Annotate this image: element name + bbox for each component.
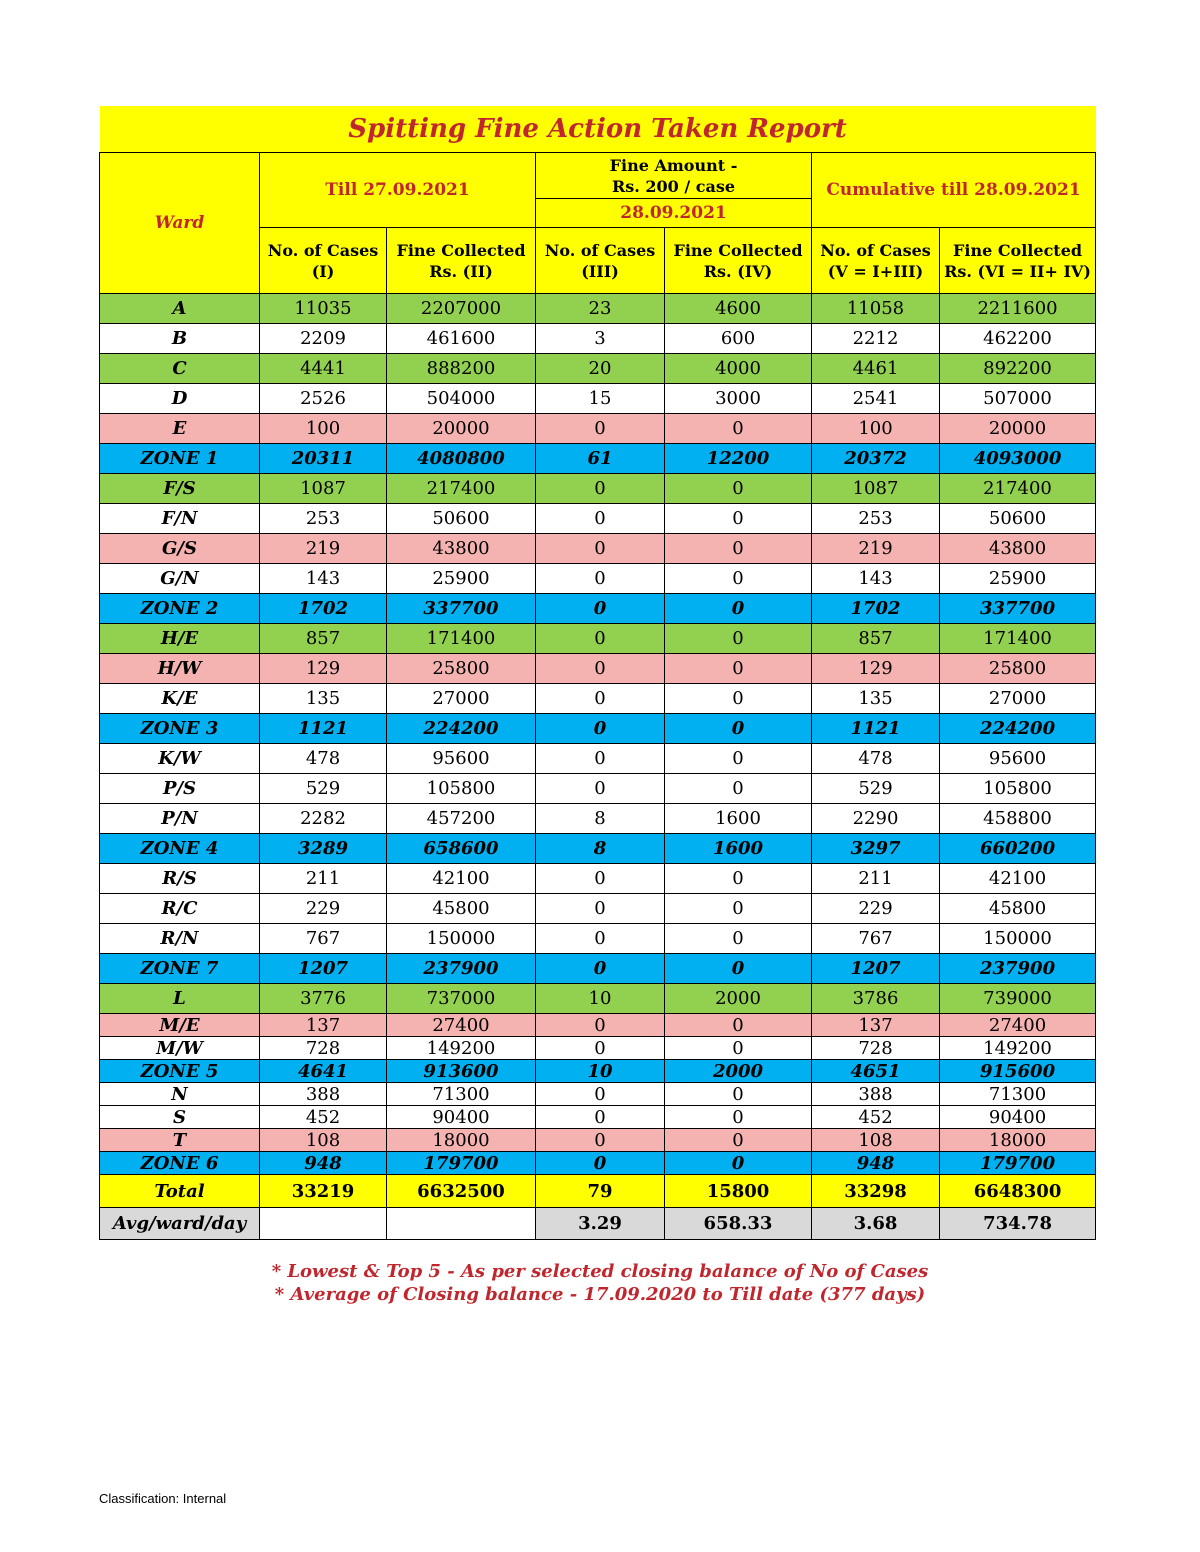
- ward-row: [100, 624, 1096, 654]
- fine-amount-header: [536, 153, 812, 199]
- value-cell-col4: 0: [665, 474, 812, 504]
- value-cell-col4: 0: [665, 1014, 812, 1037]
- value-cell-col3: 15: [536, 384, 665, 414]
- value-cell-col1: 143: [260, 564, 387, 594]
- report-title: Spitting Fine Action Taken Report: [100, 106, 1096, 153]
- value-cell-col3: 0: [536, 504, 665, 534]
- value-cell-col5: 135: [812, 684, 940, 714]
- value-cell-col1: 388: [260, 1083, 387, 1106]
- value-cell-col4: 658.33: [665, 1208, 812, 1240]
- ward-cell: K/E: [100, 684, 260, 714]
- value-cell-col3: 0: [536, 1152, 665, 1175]
- value-cell-col1: 1121: [260, 714, 387, 744]
- value-cell-col1: 2209: [260, 324, 387, 354]
- ward-cell: F/N: [100, 504, 260, 534]
- value-cell-col6: 27000: [940, 684, 1096, 714]
- ward-cell: R/N: [100, 924, 260, 954]
- fine-amount-line2: Rs. 200 / case: [611, 176, 736, 196]
- value-cell-col2: 337700: [387, 594, 536, 624]
- value-cell-col4: 0: [665, 414, 812, 444]
- value-cell-col5: 3.68: [812, 1208, 940, 1240]
- value-cell-col2: 179700: [387, 1152, 536, 1175]
- ward-row: [100, 1037, 1096, 1060]
- ward-row: [100, 504, 1096, 534]
- ward-cell: A: [100, 294, 260, 324]
- value-cell-col5: 1087: [812, 474, 940, 504]
- value-cell-col2: 149200: [387, 1037, 536, 1060]
- zone-row: [100, 714, 1096, 744]
- ward-cell: ZONE 3: [100, 714, 260, 744]
- value-cell-col1: 452: [260, 1106, 387, 1129]
- value-cell-col6: 45800: [940, 894, 1096, 924]
- zone-row: [100, 1152, 1096, 1175]
- value-cell-col3: 0: [536, 684, 665, 714]
- value-cell-col6: 150000: [940, 924, 1096, 954]
- value-cell-col3: 0: [536, 1014, 665, 1037]
- ward-cell: R/S: [100, 864, 260, 894]
- value-cell-col5: 2290: [812, 804, 940, 834]
- value-cell-col1: 253: [260, 504, 387, 534]
- value-cell-col2: 90400: [387, 1106, 536, 1129]
- ward-row: [100, 744, 1096, 774]
- value-cell-col3: 0: [536, 954, 665, 984]
- value-cell-col2: 504000: [387, 384, 536, 414]
- ward-row: [100, 804, 1096, 834]
- value-cell-col6: 337700: [940, 594, 1096, 624]
- value-cell-col4: 0: [665, 684, 812, 714]
- value-cell-col2: 27000: [387, 684, 536, 714]
- ward-row: [100, 654, 1096, 684]
- ward-cell: L: [100, 984, 260, 1014]
- value-cell-col4: 4000: [665, 354, 812, 384]
- value-cell-col1: 3289: [260, 834, 387, 864]
- value-cell-col1: 2526: [260, 384, 387, 414]
- value-cell-col6: 217400: [940, 474, 1096, 504]
- value-cell-col2: 45800: [387, 894, 536, 924]
- value-cell-col3: 0: [536, 744, 665, 774]
- value-cell-col1: 33219: [260, 1175, 387, 1208]
- value-cell-col5: 137: [812, 1014, 940, 1037]
- value-cell-col6: 90400: [940, 1106, 1096, 1129]
- value-cell-col5: 11058: [812, 294, 940, 324]
- value-cell-col4: 3000: [665, 384, 812, 414]
- footnote-lowest-top5: * Lowest & Top 5 - As per selected closing balance of No of Cases: [271, 1261, 929, 1282]
- value-cell-col4: 4600: [665, 294, 812, 324]
- value-cell-col6: 149200: [940, 1037, 1096, 1060]
- value-cell-col5: 229: [812, 894, 940, 924]
- ward-cell: ZONE 4: [100, 834, 260, 864]
- value-cell-col4: 0: [665, 1037, 812, 1060]
- ward-row: [100, 894, 1096, 924]
- value-cell-col2: 50600: [387, 504, 536, 534]
- value-cell-col4: 0: [665, 714, 812, 744]
- value-cell-col1: 229: [260, 894, 387, 924]
- value-cell-col1: 211: [260, 864, 387, 894]
- ward-cell: M/W: [100, 1037, 260, 1060]
- value-cell-col1: 948: [260, 1152, 387, 1175]
- value-cell-col5: 129: [812, 654, 940, 684]
- value-cell-col6: 20000: [940, 414, 1096, 444]
- value-cell-col2: 913600: [387, 1060, 536, 1083]
- ward-cell: ZONE 6: [100, 1152, 260, 1175]
- report-table: [99, 106, 1096, 1240]
- ward-cell: D: [100, 384, 260, 414]
- value-cell-col2: 457200: [387, 804, 536, 834]
- value-cell-col6: 660200: [940, 834, 1096, 864]
- value-cell-col3: 0: [536, 714, 665, 744]
- value-cell-col6: 43800: [940, 534, 1096, 564]
- value-cell-col5: 529: [812, 774, 940, 804]
- ward-row: [100, 1083, 1096, 1106]
- value-cell-col2: 224200: [387, 714, 536, 744]
- value-cell-col1: 2282: [260, 804, 387, 834]
- value-cell-col4: 0: [665, 564, 812, 594]
- value-cell-col2: 20000: [387, 414, 536, 444]
- value-cell-col5: 767: [812, 924, 940, 954]
- value-cell-col2: 43800: [387, 534, 536, 564]
- value-cell-col3: 10: [536, 1060, 665, 1083]
- value-cell-col4: 0: [665, 894, 812, 924]
- value-cell-col1: 4441: [260, 354, 387, 384]
- value-cell-col3: 0: [536, 1037, 665, 1060]
- ward-cell: ZONE 7: [100, 954, 260, 984]
- value-cell-col6: 892200: [940, 354, 1096, 384]
- ward-cell: P/S: [100, 774, 260, 804]
- value-cell-col4: 2000: [665, 1060, 812, 1083]
- value-cell-col3: 79: [536, 1175, 665, 1208]
- value-cell-col3: 0: [536, 774, 665, 804]
- ward-cell: R/C: [100, 894, 260, 924]
- ward-row: [100, 684, 1096, 714]
- ward-row: [100, 354, 1096, 384]
- value-cell-col5: 253: [812, 504, 940, 534]
- value-cell-col2: 105800: [387, 774, 536, 804]
- value-cell-col1: 4641: [260, 1060, 387, 1083]
- ward-cell: H/W: [100, 654, 260, 684]
- value-cell-col5: 108: [812, 1129, 940, 1152]
- value-cell-col6: 237900: [940, 954, 1096, 984]
- value-cell-col6: 734.78: [940, 1208, 1096, 1240]
- value-cell-col6: 71300: [940, 1083, 1096, 1106]
- value-cell-col3: 23: [536, 294, 665, 324]
- value-cell-col5: 478: [812, 744, 940, 774]
- ward-row: [100, 474, 1096, 504]
- col-header-2: Fine Collected Rs. (II): [387, 228, 536, 294]
- ward-row: [100, 1014, 1096, 1037]
- value-cell-col2: 27400: [387, 1014, 536, 1037]
- value-cell-col5: 211: [812, 864, 940, 894]
- zone-row: [100, 954, 1096, 984]
- date-header: 28.09.2021: [536, 199, 812, 228]
- value-cell-col1: 767: [260, 924, 387, 954]
- ward-row: [100, 864, 1096, 894]
- value-cell-col6: 2211600: [940, 294, 1096, 324]
- value-cell-col6: 105800: [940, 774, 1096, 804]
- ward-row: [100, 924, 1096, 954]
- value-cell-col5: 3297: [812, 834, 940, 864]
- value-cell-col2: 25800: [387, 654, 536, 684]
- value-cell-col2: 4080800: [387, 444, 536, 474]
- value-cell-col6: 458800: [940, 804, 1096, 834]
- col-header-6: Fine Collected Rs. (VI = II+ IV): [940, 228, 1096, 294]
- value-cell-col6: 4093000: [940, 444, 1096, 474]
- value-cell-col2: [387, 1208, 536, 1240]
- value-cell-col2: 95600: [387, 744, 536, 774]
- value-cell-col4: 0: [665, 864, 812, 894]
- total-row: [100, 1175, 1096, 1208]
- ward-cell: M/E: [100, 1014, 260, 1037]
- col-header-3: No. of Cases (III): [536, 228, 665, 294]
- value-cell-col1: 219: [260, 534, 387, 564]
- value-cell-col3: 0: [536, 924, 665, 954]
- value-cell-col4: 15800: [665, 1175, 812, 1208]
- value-cell-col4: 0: [665, 1106, 812, 1129]
- value-cell-col4: 0: [665, 504, 812, 534]
- value-cell-col3: 20: [536, 354, 665, 384]
- value-cell-col1: 100: [260, 414, 387, 444]
- value-cell-col5: 452: [812, 1106, 940, 1129]
- cumulative-header: Cumulative till 28.09.2021: [812, 153, 1096, 228]
- report-body: [100, 294, 1096, 1240]
- value-cell-col5: 388: [812, 1083, 940, 1106]
- value-cell-col5: 1121: [812, 714, 940, 744]
- value-cell-col3: 0: [536, 894, 665, 924]
- value-cell-col2: 18000: [387, 1129, 536, 1152]
- value-cell-col6: 915600: [940, 1060, 1096, 1083]
- value-cell-col2: 888200: [387, 354, 536, 384]
- value-cell-col1: [260, 1208, 387, 1240]
- value-cell-col2: 737000: [387, 984, 536, 1014]
- value-cell-col4: 0: [665, 954, 812, 984]
- ward-cell: G/N: [100, 564, 260, 594]
- value-cell-col5: 1207: [812, 954, 940, 984]
- value-cell-col6: 42100: [940, 864, 1096, 894]
- value-cell-col1: 135: [260, 684, 387, 714]
- value-cell-col3: 0: [536, 1129, 665, 1152]
- value-cell-col2: 71300: [387, 1083, 536, 1106]
- value-cell-col3: 0: [536, 414, 665, 444]
- zone-row: [100, 444, 1096, 474]
- value-cell-col2: 217400: [387, 474, 536, 504]
- value-cell-col1: 1702: [260, 594, 387, 624]
- ward-header: Ward: [100, 153, 260, 294]
- ward-cell: C: [100, 354, 260, 384]
- col-header-1: No. of Cases (I): [260, 228, 387, 294]
- value-cell-col4: 0: [665, 744, 812, 774]
- value-cell-col1: 20311: [260, 444, 387, 474]
- value-cell-col4: 600: [665, 324, 812, 354]
- ward-row: [100, 384, 1096, 414]
- col-header-4: Fine Collected Rs. (IV): [665, 228, 812, 294]
- ward-cell: F/S: [100, 474, 260, 504]
- value-cell-col5: 728: [812, 1037, 940, 1060]
- value-cell-col4: 12200: [665, 444, 812, 474]
- ward-cell: T: [100, 1129, 260, 1152]
- value-cell-col3: 0: [536, 624, 665, 654]
- value-cell-col4: 0: [665, 1083, 812, 1106]
- value-cell-col3: 8: [536, 804, 665, 834]
- value-cell-col2: 658600: [387, 834, 536, 864]
- value-cell-col6: 171400: [940, 624, 1096, 654]
- value-cell-col6: 507000: [940, 384, 1096, 414]
- value-cell-col4: 0: [665, 624, 812, 654]
- value-cell-col3: 3: [536, 324, 665, 354]
- ward-cell: Avg/ward/day: [100, 1208, 260, 1240]
- value-cell-col2: 25900: [387, 564, 536, 594]
- ward-cell: ZONE 1: [100, 444, 260, 474]
- value-cell-col6: 50600: [940, 504, 1096, 534]
- zone-row: [100, 1060, 1096, 1083]
- value-cell-col3: 61: [536, 444, 665, 474]
- value-cell-col6: 95600: [940, 744, 1096, 774]
- value-cell-col5: 219: [812, 534, 940, 564]
- value-cell-col3: 0: [536, 594, 665, 624]
- ward-row: [100, 564, 1096, 594]
- value-cell-col5: 100: [812, 414, 940, 444]
- ward-row: [100, 1106, 1096, 1129]
- zone-row: [100, 594, 1096, 624]
- value-cell-col3: 0: [536, 654, 665, 684]
- value-cell-col4: 2000: [665, 984, 812, 1014]
- value-cell-col2: 6632500: [387, 1175, 536, 1208]
- value-cell-col5: 20372: [812, 444, 940, 474]
- value-cell-col1: 529: [260, 774, 387, 804]
- value-cell-col4: 0: [665, 774, 812, 804]
- value-cell-col1: 108: [260, 1129, 387, 1152]
- value-cell-col3: 0: [536, 864, 665, 894]
- value-cell-col4: 0: [665, 1152, 812, 1175]
- value-cell-col4: 0: [665, 924, 812, 954]
- value-cell-col3: 0: [536, 1106, 665, 1129]
- value-cell-col6: 224200: [940, 714, 1096, 744]
- ward-row: [100, 414, 1096, 444]
- value-cell-col5: 3786: [812, 984, 940, 1014]
- value-cell-col5: 4461: [812, 354, 940, 384]
- value-cell-col4: 1600: [665, 804, 812, 834]
- value-cell-col2: 171400: [387, 624, 536, 654]
- value-cell-col6: 739000: [940, 984, 1096, 1014]
- value-cell-col1: 1207: [260, 954, 387, 984]
- value-cell-col1: 129: [260, 654, 387, 684]
- ward-cell: H/E: [100, 624, 260, 654]
- value-cell-col4: 0: [665, 1129, 812, 1152]
- ward-row: [100, 984, 1096, 1014]
- ward-cell: P/N: [100, 804, 260, 834]
- value-cell-col3: 0: [536, 1083, 665, 1106]
- value-cell-col6: 27400: [940, 1014, 1096, 1037]
- ward-row: [100, 774, 1096, 804]
- till-header: Till 27.09.2021: [260, 153, 536, 228]
- value-cell-col1: 3776: [260, 984, 387, 1014]
- value-cell-col3: 8: [536, 834, 665, 864]
- value-cell-col2: 42100: [387, 864, 536, 894]
- ward-row: [100, 534, 1096, 564]
- value-cell-col6: 25900: [940, 564, 1096, 594]
- classification-label: Classification: Internal: [99, 1491, 227, 1506]
- ward-cell: B: [100, 324, 260, 354]
- ward-cell: K/W: [100, 744, 260, 774]
- ward-cell: E: [100, 414, 260, 444]
- value-cell-col1: 857: [260, 624, 387, 654]
- value-cell-col6: 462200: [940, 324, 1096, 354]
- value-cell-col4: 0: [665, 594, 812, 624]
- value-cell-col1: 11035: [260, 294, 387, 324]
- ward-cell: ZONE 2: [100, 594, 260, 624]
- value-cell-col5: 2212: [812, 324, 940, 354]
- value-cell-col3: 10: [536, 984, 665, 1014]
- value-cell-col3: 3.29: [536, 1208, 665, 1240]
- value-cell-col1: 728: [260, 1037, 387, 1060]
- footnote-average: * Average of Closing balance - 17.09.2020 to Till date (377 days): [274, 1284, 926, 1305]
- value-cell-col3: 0: [536, 534, 665, 564]
- ward-cell: G/S: [100, 534, 260, 564]
- value-cell-col1: 1087: [260, 474, 387, 504]
- value-cell-col4: 0: [665, 534, 812, 564]
- value-cell-col5: 2541: [812, 384, 940, 414]
- value-cell-col2: 461600: [387, 324, 536, 354]
- value-cell-col2: 237900: [387, 954, 536, 984]
- zone-row: [100, 834, 1096, 864]
- ward-row: [100, 1129, 1096, 1152]
- fine-amount-line1: Fine Amount -: [609, 155, 738, 175]
- value-cell-col5: 948: [812, 1152, 940, 1175]
- value-cell-col1: 137: [260, 1014, 387, 1037]
- value-cell-col6: 25800: [940, 654, 1096, 684]
- value-cell-col2: 150000: [387, 924, 536, 954]
- value-cell-col5: 1702: [812, 594, 940, 624]
- value-cell-col5: 33298: [812, 1175, 940, 1208]
- value-cell-col6: 6648300: [940, 1175, 1096, 1208]
- value-cell-col6: 179700: [940, 1152, 1096, 1175]
- ward-cell: Total: [100, 1175, 260, 1208]
- avg-row: [100, 1208, 1096, 1240]
- value-cell-col3: 0: [536, 564, 665, 594]
- ward-row: [100, 324, 1096, 354]
- value-cell-col5: 143: [812, 564, 940, 594]
- value-cell-col4: 0: [665, 654, 812, 684]
- ward-cell: N: [100, 1083, 260, 1106]
- value-cell-col1: 478: [260, 744, 387, 774]
- value-cell-col6: 18000: [940, 1129, 1096, 1152]
- col-header-5: No. of Cases (V = I+III): [812, 228, 940, 294]
- ward-row: [100, 294, 1096, 324]
- value-cell-col4: 1600: [665, 834, 812, 864]
- value-cell-col2: 2207000: [387, 294, 536, 324]
- value-cell-col5: 4651: [812, 1060, 940, 1083]
- ward-cell: S: [100, 1106, 260, 1129]
- value-cell-col5: 857: [812, 624, 940, 654]
- ward-cell: ZONE 5: [100, 1060, 260, 1083]
- value-cell-col3: 0: [536, 474, 665, 504]
